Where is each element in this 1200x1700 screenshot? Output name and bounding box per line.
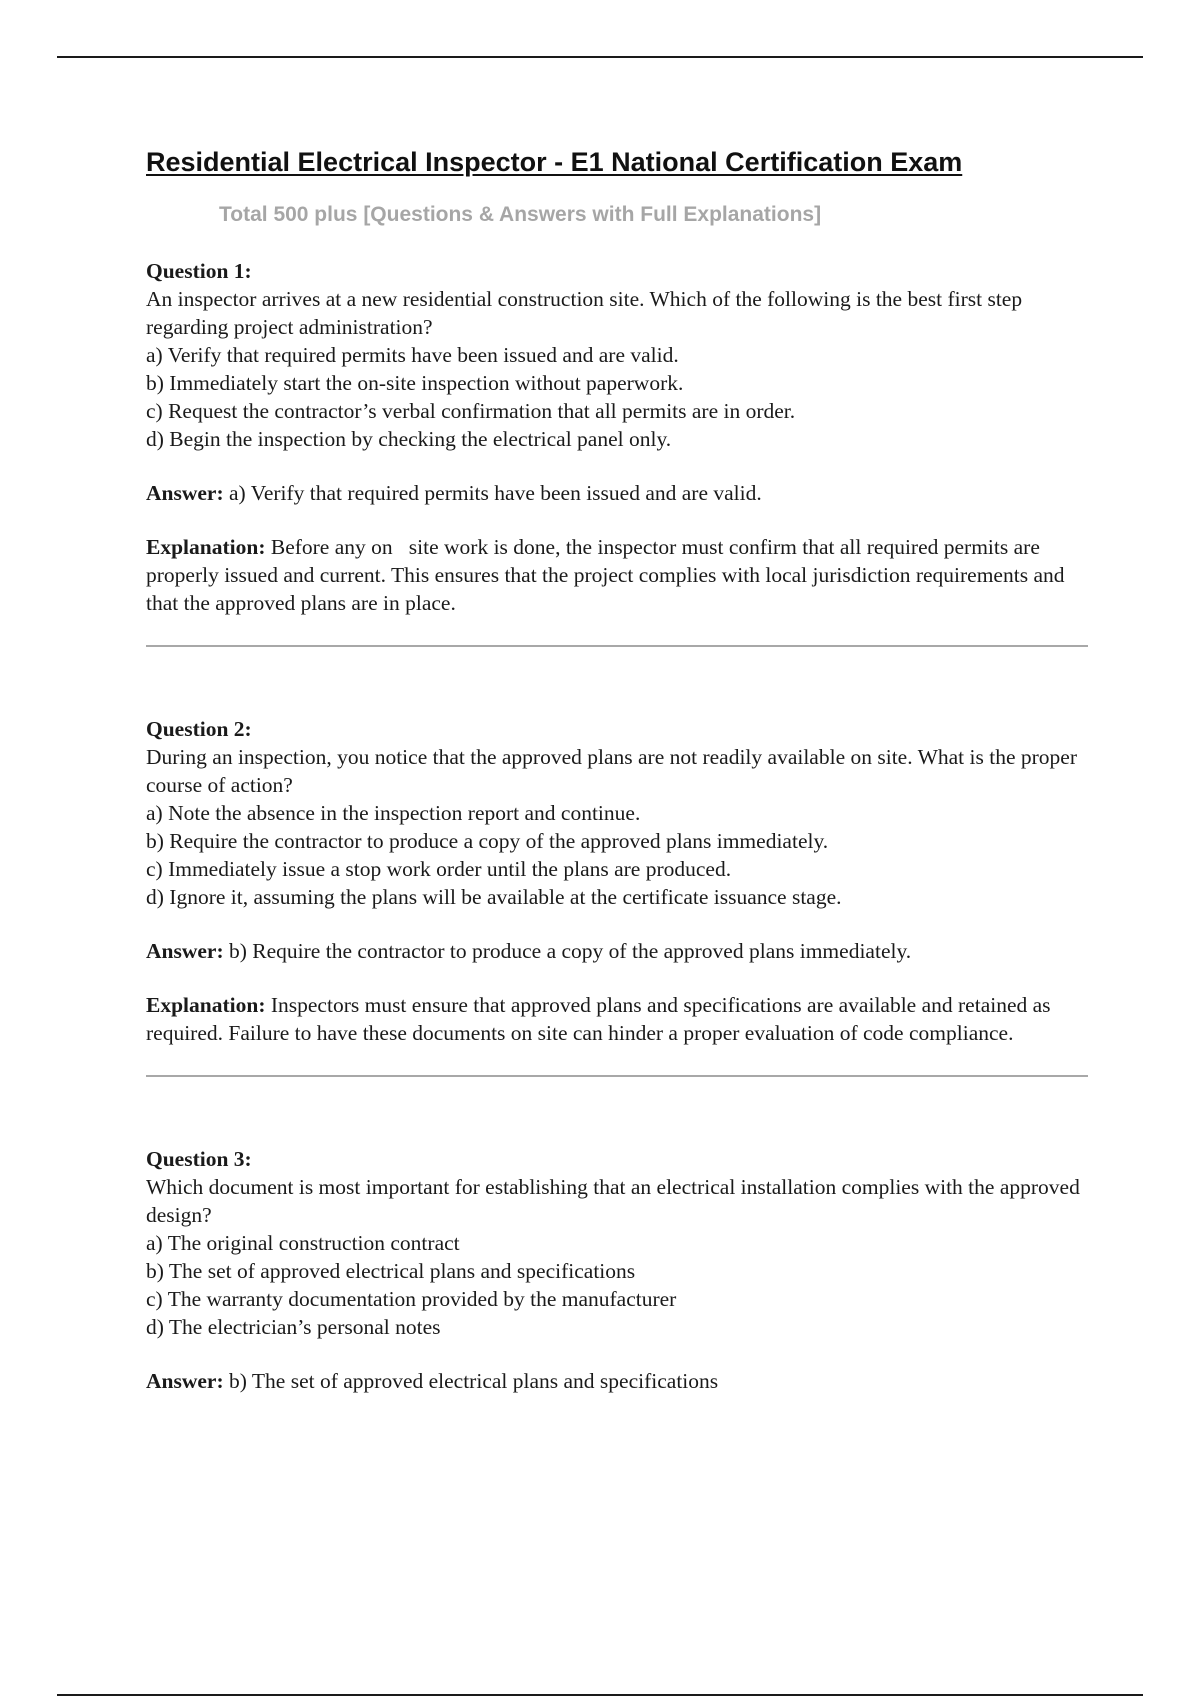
answer-line	[146, 1367, 1088, 1395]
answer-text: a) Verify that required permits have been issued and are valid.	[229, 481, 762, 505]
option-d: d) Begin the inspection by checking the electrical panel only.	[146, 427, 672, 451]
option-c: c) Request the contractor’s verbal confirmation that all permits are in order.	[146, 399, 796, 423]
answer-label: Answer:	[146, 481, 224, 505]
answer-line	[146, 937, 1088, 965]
question-heading: Question 3:	[146, 1147, 252, 1171]
answer-text: b) The set of approved electrical plans and specifications	[229, 1369, 719, 1393]
answer-label: Answer:	[146, 939, 224, 963]
question-text: During an inspection, you notice that the approved plans are not readily available on site. What is the proper course of action?	[146, 745, 1077, 797]
page-bottom-rule	[57, 1694, 1143, 1696]
question-heading: Question 2:	[146, 717, 252, 741]
option-b: b) Immediately start the on-site inspection without paperwork.	[146, 371, 684, 395]
option-c: c) The warranty documentation provided by the manufacturer	[146, 1287, 677, 1311]
answer-label: Answer:	[146, 1369, 224, 1393]
option-b: b) Require the contractor to produce a copy of the approved plans immediately.	[146, 829, 829, 853]
explanation-paragraph	[146, 533, 1088, 617]
question-heading: Question 1:	[146, 259, 252, 283]
section-divider	[146, 645, 1088, 647]
option-b: b) The set of approved electrical plans and specifications	[146, 1259, 636, 1283]
explanation-paragraph	[146, 991, 1088, 1047]
question-3	[146, 1145, 1088, 1395]
question-1	[146, 257, 1088, 617]
document-title: Residential Electrical Inspector - E1 National Certification Exam	[146, 147, 963, 177]
question-text: An inspector arrives at a new residential construction site. Which of the following is the best first step regarding project administration?	[146, 287, 1023, 339]
option-d: d) Ignore it, assuming the plans will be available at the certificate issuance stage.	[146, 885, 842, 909]
answer-line	[146, 479, 1088, 507]
document-body	[146, 140, 1088, 1395]
question-2	[146, 715, 1088, 1047]
section-divider	[146, 1075, 1088, 1077]
explanation-label: Explanation:	[146, 993, 266, 1017]
document-subtitle: Total 500 plus [Questions & Answers with Full Explanations]	[219, 203, 822, 226]
option-a: a) The original construction contract	[146, 1231, 460, 1255]
option-c: c) Immediately issue a stop work order until the plans are produced.	[146, 857, 732, 881]
explanation-text: Before any on site work is done, the inspector must confirm that all required permits are properly issued and current. This ensures that the project complies with local jurisdiction requirements and that the approved plans are in place.	[146, 535, 1070, 615]
page-top-rule	[57, 56, 1143, 58]
option-a: a) Verify that required permits have been issued and are valid.	[146, 343, 679, 367]
option-a: a) Note the absence in the inspection report and continue.	[146, 801, 641, 825]
option-d: d) The electrician’s personal notes	[146, 1315, 441, 1339]
question-text: Which document is most important for establishing that an electrical installation complies with the approved design?	[146, 1175, 1080, 1227]
answer-text: b) Require the contractor to produce a copy of the approved plans immediately.	[229, 939, 912, 963]
explanation-label: Explanation:	[146, 535, 266, 559]
explanation-text: Inspectors must ensure that approved plans and specifications are available and retained as required. Failure to have these documents on site can hinder a proper evaluation of code compliance.	[146, 993, 1051, 1045]
